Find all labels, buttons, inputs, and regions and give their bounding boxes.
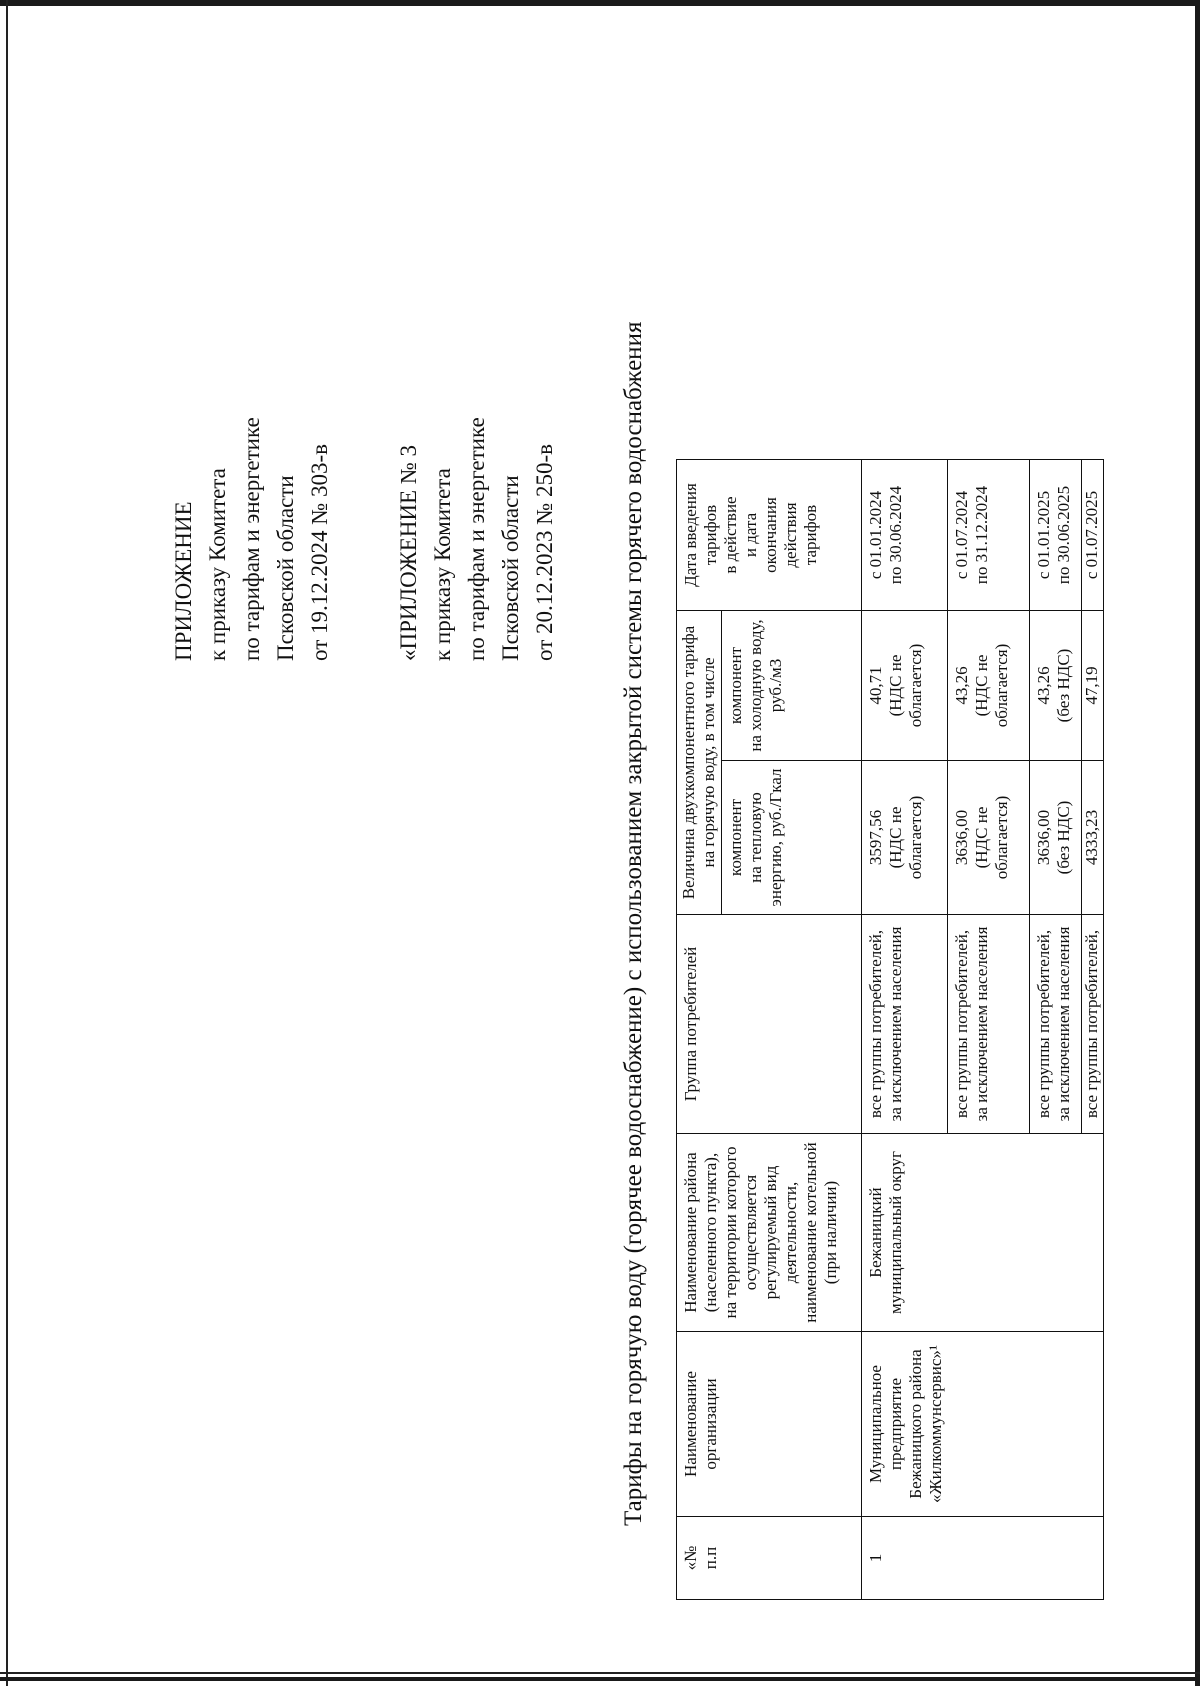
header-area: Наименование района (населенного пункта), на территории которого осуществляется регулируемый вид деятельности, наименование котельной (при наличии)	[677, 1134, 862, 1332]
cold-value: 40,71 (НДС не облагается)	[862, 611, 948, 761]
appendix3-header-line: Псковской области	[498, 475, 523, 661]
header-organization: Наименование организации	[677, 1332, 862, 1517]
table-row	[862, 460, 948, 1600]
appendix-header-line: по тарифам и энергетике	[239, 417, 264, 661]
cold-value: 47,19	[1082, 611, 1104, 761]
consumer-group: все группы потребителей, за исключением населения	[1030, 915, 1082, 1134]
document-title: Тарифы на горячую воду (горячее водоснабжение) с использованием закрытой системы горячего водоснабжения	[620, 321, 647, 1526]
appendix3-header-line: от 20.12.2023 № 250-в	[532, 444, 557, 661]
header-period: Дата введения тарифов в действие и дата окончания действия тарифов	[677, 460, 862, 611]
consumer-group: все группы потребителей,	[1082, 915, 1104, 1134]
cold-value: 43,26 (НДС не облагается)	[948, 611, 1030, 761]
appendix3-header-line: «ПРИЛОЖЕНИЕ № 3	[396, 444, 421, 661]
header-number: «№ п.п	[677, 1517, 862, 1600]
appendix3-header	[392, 417, 562, 661]
header-tariff: Величина двухкомпонентного тарифа на горячую воду, в том числе	[677, 611, 722, 915]
heat-value: 4333,23	[1082, 761, 1104, 915]
header-heat-component: компонент на тепловую энергию, руб./Гкал	[722, 761, 862, 915]
appendix-header	[167, 417, 337, 661]
appendix-header-line: ПРИЛОЖЕНИЕ	[171, 501, 196, 661]
table-header-row	[677, 460, 722, 1600]
heat-value: 3597,56 (НДС не облагается)	[862, 761, 948, 915]
period: с 01.07.2024 по 31.12.2024	[948, 460, 1030, 611]
header-consumer-group: Группа потребителей	[677, 915, 862, 1134]
appendix3-header-line: к приказу Комитета	[430, 468, 455, 661]
appendix3-header-line: по тарифам и энергетике	[464, 417, 489, 661]
area-name: Бежаницкий муниципальный округ	[862, 1134, 1104, 1332]
period: с 01.07.2025	[1082, 460, 1104, 611]
appendix-header-line: Псковской области	[273, 475, 298, 661]
organization-name: Муниципальное предприятие Бежаницкого района «Жилкоммунсервис»¹	[862, 1332, 1104, 1517]
heat-value: 3636,00 (без НДС)	[1030, 761, 1082, 915]
row-number: 1	[862, 1517, 1104, 1600]
heat-value: 3636,00 (НДС не облагается)	[948, 761, 1030, 915]
period: с 01.01.2025 по 30.06.2025	[1030, 460, 1082, 611]
consumer-group: все группы потребителей, за исключением населения	[862, 915, 948, 1134]
consumer-group: все группы потребителей, за исключением населения	[948, 915, 1030, 1134]
period: с 01.01.2024 по 30.06.2024	[862, 460, 948, 611]
tariff-table	[676, 459, 1104, 1600]
appendix-header-line: к приказу Комитета	[205, 468, 230, 661]
header-cold-component: компонент на холодную воду, руб./м3	[722, 611, 862, 761]
cold-value: 43,26 (без НДС)	[1030, 611, 1082, 761]
appendix-header-line: от 19.12.2024 № 303-в	[307, 444, 332, 661]
